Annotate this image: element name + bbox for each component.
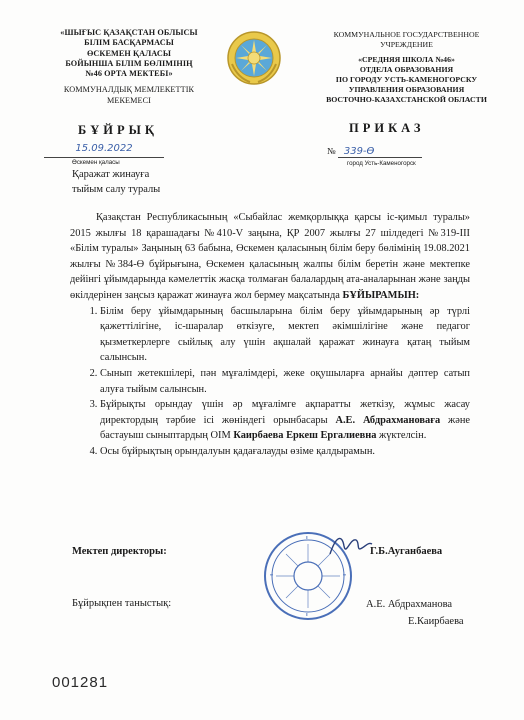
header-right-line: ОТДЕЛА ОБРАЗОВАНИЯ <box>359 65 454 74</box>
header-right-line: ВОСТОЧНО-КАЗАХСТАНСКОЙ ОБЛАСТИ <box>326 95 487 104</box>
teacher-name: Каирбаева Еркеш Ергалиевна <box>233 430 377 442</box>
order-item: 4. Осы бұйрықтың орындалуын қадағалауды өзіме қалдырамын. <box>100 444 470 460</box>
header-left-line: МЕКЕМЕСІ <box>106 95 151 105</box>
subject-line: тыйым салу туралы <box>72 183 161 195</box>
header-left-line: БОЙЫНША БІЛІМ БӨЛІМІНІҢ <box>65 58 193 68</box>
order-item: 1. Білім беру ұйымдарының басшыларына білім беру ұйымдарының әр түрлі қажеттілігіне, іс-шаралар өткізуге, мектеп әкімшілігіне және педагог қызметкерлерге сыйлық алу үшін ақшалай қаражат жинауға қатаң тыйым салынсын. <box>100 304 470 366</box>
preamble-text: Қазақстан Республикасының «Сыбайлас жемқорлыққа қарсы іс-қимыл туралы» 2015 жылғы 18 қарашадағы №410-V заңына, ҚР 2007 жылғы 27 шілдедегі №319-ІІІ «Білім туралы» Заңының 63 бабына, Өскемен қаласының білім беру бөлімінің 19.08.2021 жылғы №384-Ө бұйрығына, Өскемен қаласының жалпы білім беретін және мектепке дейінгі ұйымдарында кәмелеттік жасқа толмаған балалардың ата-аналарынан және заңды өкілдерінен заңсыз қаражат жинауға жол бермеу мақсатында <box>70 212 470 301</box>
date-handwritten: 15.09.2022 <box>44 143 164 158</box>
header-right-line: УПРАВЛЕНИЯ ОБРАЗОВАНИЯ <box>348 85 465 94</box>
order-item-text: Бұйрықты орындау үшін әр мұғалімге ақпаратты жеткізу, жұмыс жасау директордың тәрбие ісі жөніндегі орынбасары <box>100 399 470 426</box>
header-right-line: «СРЕДНЯЯ ШКОЛА №46» <box>358 55 455 64</box>
header-left-line: ӨСКЕМЕН ҚАЛАСЫ <box>86 48 172 58</box>
title-kazakh: БҰЙРЫҚ <box>78 123 158 137</box>
director-name: Г.Б.Ауганбаева <box>370 546 443 557</box>
order-item-text: жүктелсін. <box>376 430 427 442</box>
title-russian: ПРИКАЗ <box>349 121 425 135</box>
ack-name: А.Е. Абдрахманова <box>366 599 453 610</box>
acknowledged-names <box>366 596 464 630</box>
order-subject <box>72 168 160 197</box>
header-right-line: ПО ГОРОДУ УСТЬ-КАМЕНОГОРСКУ <box>335 75 478 84</box>
director-label: Мектеп директоры: <box>72 546 167 557</box>
header-kazakh <box>34 28 224 106</box>
header-right-line: УЧРЕЖДЕНИЕ <box>380 40 433 49</box>
order-item-text: және бастауыш сыныптардың ОІМ <box>100 414 470 442</box>
order-item <box>100 397 470 444</box>
subject-line: Қаражат жинауға <box>72 169 150 180</box>
number-prefix: № <box>327 146 336 156</box>
serial-number: 001281 <box>52 674 109 691</box>
order-word: БҰЙЫРАМЫН: <box>342 289 420 301</box>
header-left-line: БІЛІМ БАСҚАРМАСЫ <box>84 38 174 48</box>
state-emblem-icon <box>226 30 282 86</box>
order-number <box>327 146 422 158</box>
header-russian <box>304 30 509 105</box>
order-item: 2. Сынып жетекшілері, пән мұғалімдері, жеке оқушыларға арнайы дәптер сатып алуға тыйым салынсын. <box>100 366 470 397</box>
header-left-line: КОММУНАЛДЫҚ МЕМЛЕКЕТТІК <box>63 85 195 95</box>
city-kazakh: Өскемен қаласы <box>72 159 120 166</box>
order-items <box>70 304 470 460</box>
header-left-line: №46 ОРТА МЕКТЕБІ» <box>85 69 173 79</box>
deputy-name: А.Е. Абдрахмановаға <box>335 414 441 426</box>
order-body <box>70 210 470 460</box>
city-russian: город Усть-Каменогорск <box>347 160 416 167</box>
acknowledged-label: Бұйрықпен таныстық: <box>72 598 172 609</box>
header-left-line: «ШЫҒЫС ҚАЗАҚСТАН ОБЛЫСЫ <box>60 28 198 37</box>
preamble-paragraph <box>70 210 470 304</box>
number-handwritten: 339-Ө <box>338 146 422 158</box>
ack-name: Е.Каирбаева <box>408 616 464 627</box>
header-right-line: КОММУНАЛЬНОЕ ГОСУДАРСТВЕННОЕ <box>333 30 480 39</box>
director-signature-icon <box>326 528 374 562</box>
